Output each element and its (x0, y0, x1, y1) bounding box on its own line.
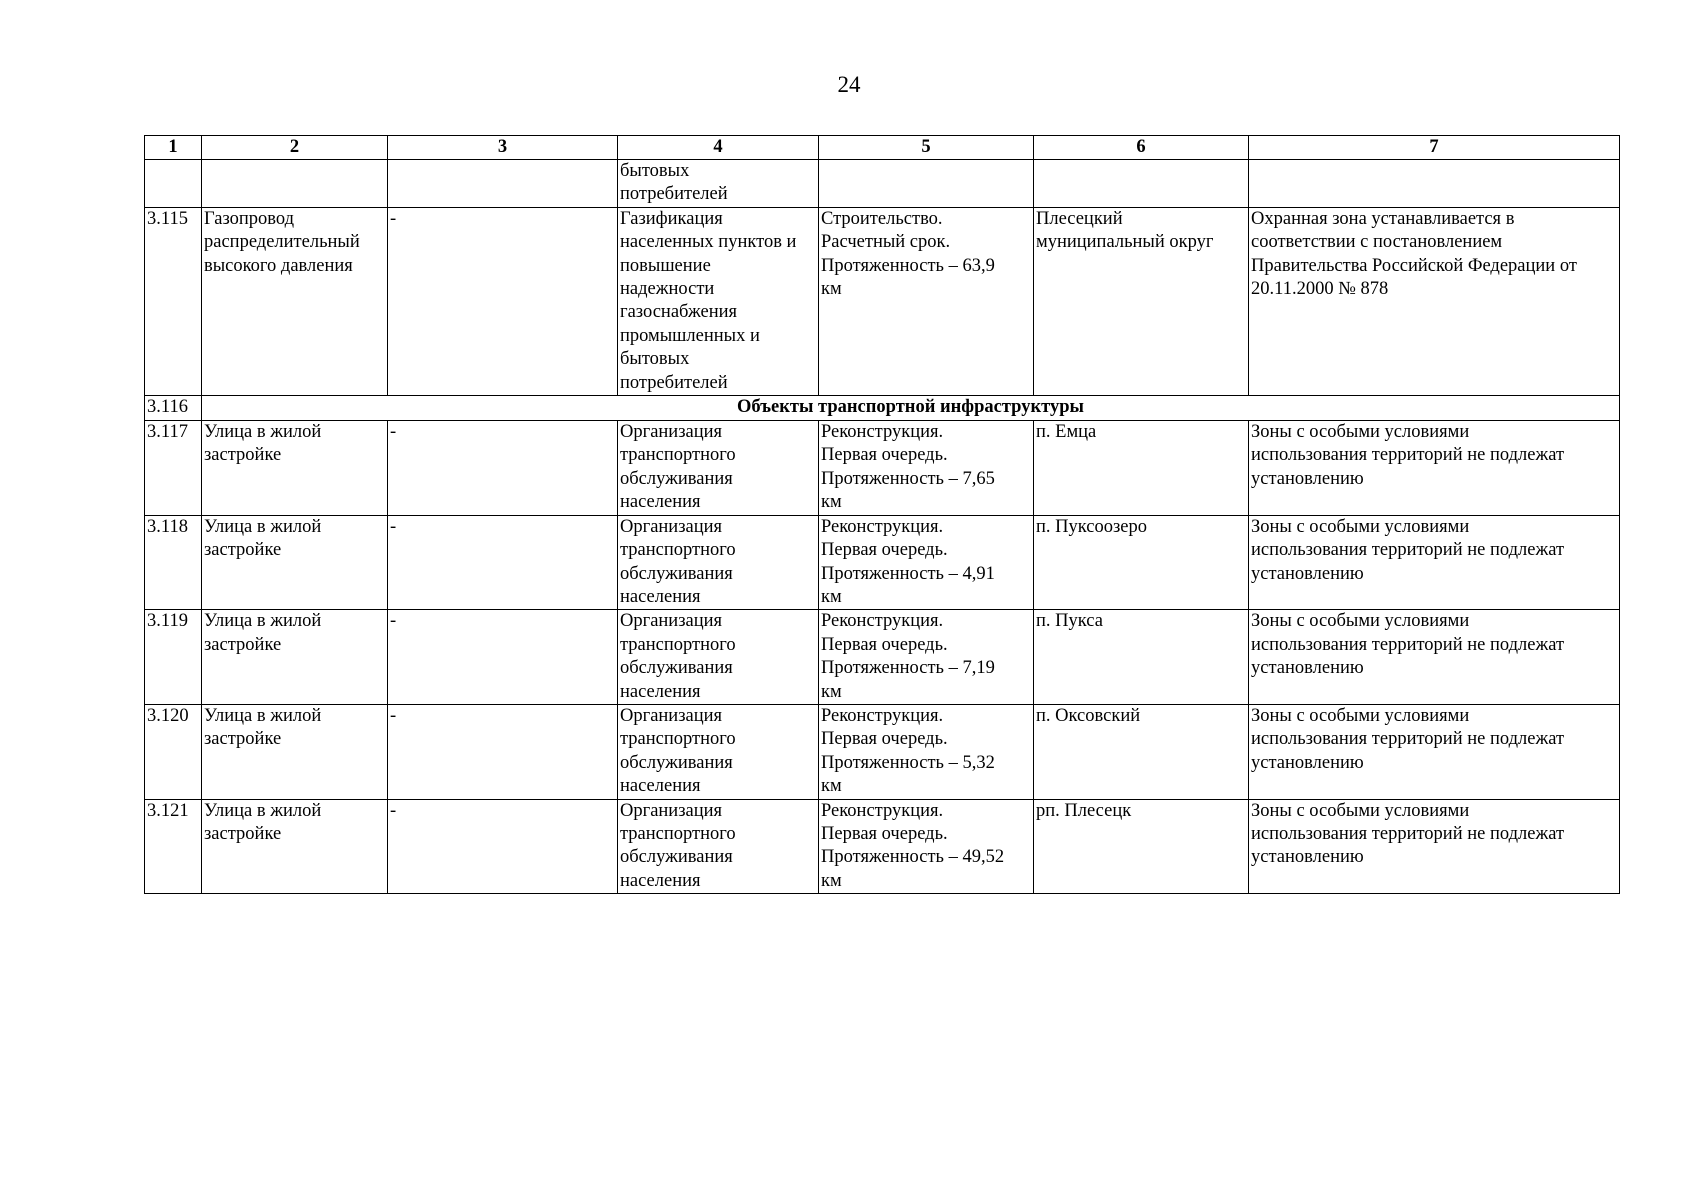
section-row-3-116 (145, 396, 1620, 421)
cell-number (145, 160, 202, 208)
cell-zone: Зоны с особыми условиями использования территорий не подлежат установлению (1249, 421, 1620, 516)
cell-location: п. Емца (1034, 421, 1249, 516)
cell-col3 (388, 160, 618, 208)
cell-number: 3.118 (145, 515, 202, 610)
cell-object-name: Газопровод распределительный высокого давления (202, 207, 388, 395)
cell-number: 3.117 (145, 421, 202, 516)
cell-zone: Зоны с особыми условиями использования территорий не подлежат установлению (1249, 799, 1620, 894)
header-row (145, 136, 1620, 160)
column-header: 3 (388, 136, 618, 160)
table-row (145, 515, 1620, 610)
cell-number: 3.120 (145, 704, 202, 799)
cell-location: п. Пуксоозеро (1034, 515, 1249, 610)
cell-characteristics: Строительство. Расчетный срок. Протяженность – 63,9 км (819, 207, 1034, 395)
objects-table (144, 135, 1620, 894)
cell-col3: - (388, 421, 618, 516)
cell-characteristics: Реконструкция. Первая очередь. Протяженность – 49,52 км (819, 799, 1034, 894)
cell-characteristics: Реконструкция. Первая очередь. Протяженность – 4,91 км (819, 515, 1034, 610)
column-header: 1 (145, 136, 202, 160)
cell-number: 3.119 (145, 610, 202, 705)
cell-number: 3.116 (145, 396, 202, 421)
page-number: 24 (837, 72, 861, 97)
cell-characteristics: Реконструкция. Первая очередь. Протяженность – 7,65 км (819, 421, 1034, 516)
cell-location (1034, 160, 1249, 208)
table-row (145, 610, 1620, 705)
cell-characteristics: Реконструкция. Первая очередь. Протяженность – 7,19 км (819, 610, 1034, 705)
column-header: 2 (202, 136, 388, 160)
cell-zone: Охранная зона устанавливается в соответствии с постановлением Правительства Российской Федерации от 20.11.2000 № 878 (1249, 207, 1620, 395)
table-row-3-115 (145, 207, 1620, 395)
cell-purpose: Организация транспортного обслуживания населения (618, 421, 819, 516)
cell-object-name: Улица в жилой застройке (202, 704, 388, 799)
column-header: 6 (1034, 136, 1249, 160)
cell-location: п. Пукса (1034, 610, 1249, 705)
cell-characteristics: Реконструкция. Первая очередь. Протяженность – 5,32 км (819, 704, 1034, 799)
cell-col3: - (388, 207, 618, 395)
cell-number: 3.115 (145, 207, 202, 395)
cell-col3: - (388, 799, 618, 894)
table-row (145, 704, 1620, 799)
cell-purpose: Организация транспортного обслуживания населения (618, 799, 819, 894)
table-row (145, 421, 1620, 516)
cell-location: Плесецкий муниципальный округ (1034, 207, 1249, 395)
cell-object-name: Улица в жилой застройке (202, 610, 388, 705)
cell-number: 3.121 (145, 799, 202, 894)
cell-purpose: Организация транспортного обслуживания населения (618, 610, 819, 705)
cell-col3: - (388, 610, 618, 705)
column-header: 5 (819, 136, 1034, 160)
cell-object-name: Улица в жилой застройке (202, 421, 388, 516)
cell-object-name (202, 160, 388, 208)
cell-col3: - (388, 704, 618, 799)
column-header: 7 (1249, 136, 1620, 160)
cell-zone: Зоны с особыми условиями использования территорий не подлежат установлению (1249, 515, 1620, 610)
cell-location: п. Оксовский (1034, 704, 1249, 799)
cell-purpose: Организация транспортного обслуживания населения (618, 704, 819, 799)
cell-purpose: бытовых потребителей (618, 160, 819, 208)
cell-purpose: Организация транспортного обслуживания населения (618, 515, 819, 610)
cell-object-name: Улица в жилой застройке (202, 515, 388, 610)
cell-zone: Зоны с особыми условиями использования территорий не подлежат установлению (1249, 704, 1620, 799)
table-row-continuation (145, 160, 1620, 208)
cell-location: рп. Плесецк (1034, 799, 1249, 894)
cell-characteristics (819, 160, 1034, 208)
section-title: Объекты транспортной инфраструктуры (202, 396, 1620, 421)
column-header: 4 (618, 136, 819, 160)
table-row (145, 799, 1620, 894)
cell-col3: - (388, 515, 618, 610)
cell-purpose: Газификация населенных пунктов и повышение надежности газоснабжения промышленных и бытовых потребителей (618, 207, 819, 395)
cell-zone: Зоны с особыми условиями использования территорий не подлежат установлению (1249, 610, 1620, 705)
cell-object-name: Улица в жилой застройке (202, 799, 388, 894)
cell-zone (1249, 160, 1620, 208)
